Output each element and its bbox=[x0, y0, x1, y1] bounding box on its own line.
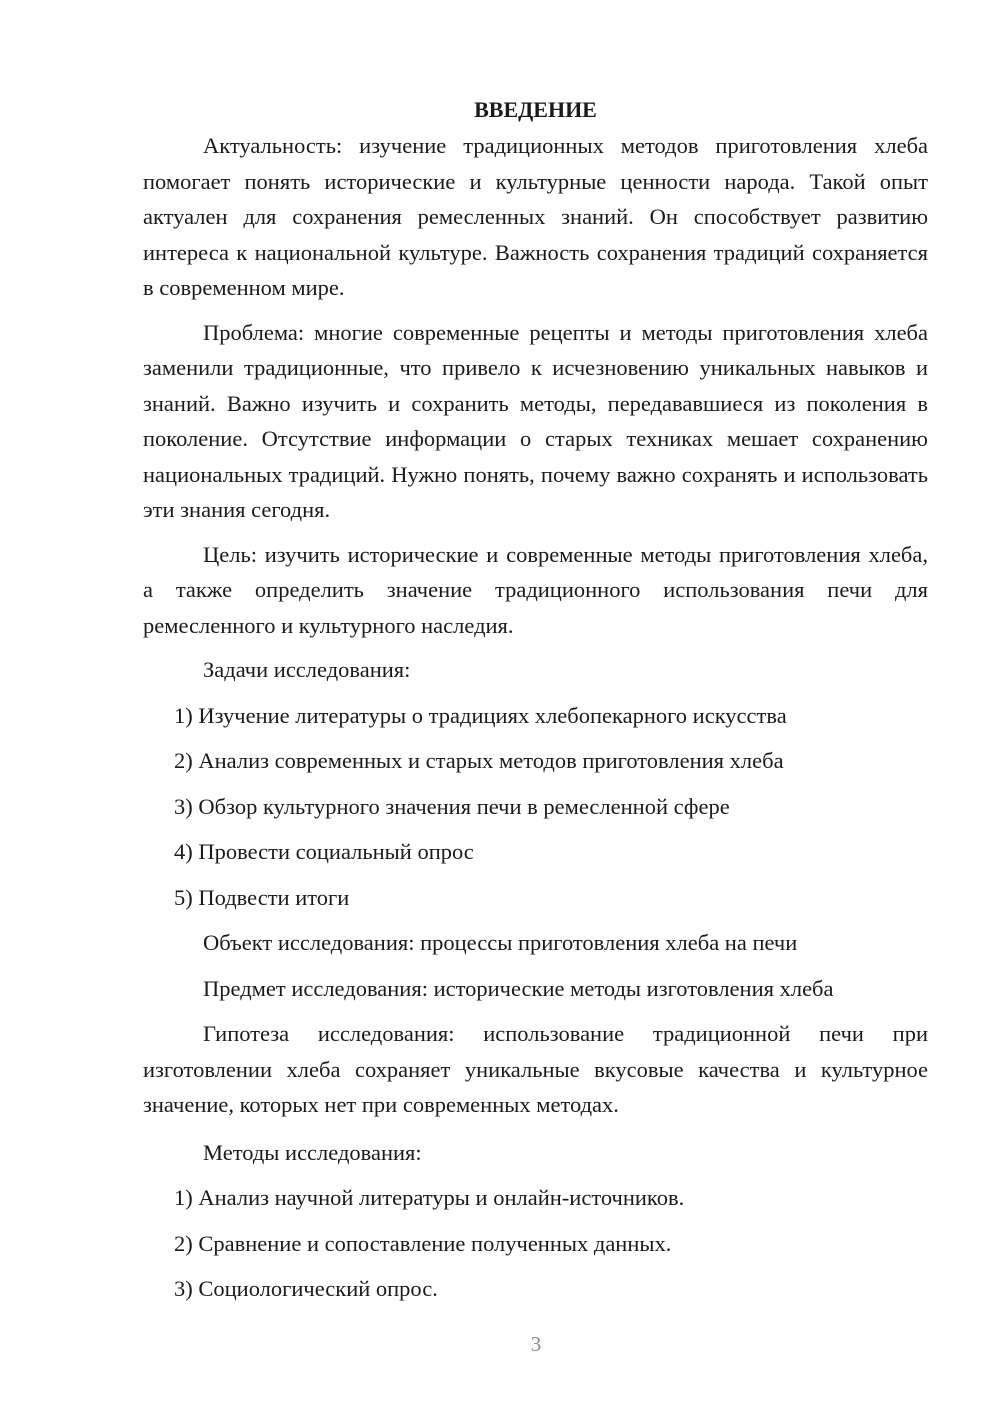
page-content bbox=[143, 92, 928, 1317]
page-number: 3 bbox=[530, 1332, 542, 1356]
hypothesis-paragraph: Гипотеза исследования: использование традиционной печи при изготовлении хлеба сохраняет уникальные вкусовые качества и культурное значение, которых нет при современных методах. bbox=[143, 1021, 928, 1117]
spacer bbox=[143, 528, 928, 537]
actuality-paragraph: Актуальность: изучение традиционных методов приготовления хлеба помогает понять исторические и культурные ценности народа. Такой опыт актуален для сохранения ремесленных знаний. Он способствует развитию интереса к национальной культуре. Важность сохранения традиций сохраняется в современном мире. bbox=[143, 133, 928, 300]
spacer bbox=[143, 643, 928, 652]
method-item: 3) Социологический опрос. bbox=[174, 1276, 438, 1301]
tasks-heading: Задачи исследования: bbox=[203, 657, 411, 682]
task-item: 2) Анализ современных и старых методов приготовления хлеба bbox=[174, 748, 784, 773]
section-title: ВВЕДЕНИЕ bbox=[474, 97, 597, 122]
spacer bbox=[143, 306, 928, 315]
spacer bbox=[143, 1123, 928, 1135]
problem-paragraph: Проблема: многие современные рецепты и методы приготовления хлеба заменили традиционные, что привело к исчезновению уникальных навыков и знаний. Важно изучить и сохранить методы, передававшиеся из поколения в поколение. Отсутствие информации о старых техниках мешает сохранению национальных традиций. Нужно понять, почему важно сохранять и использовать эти знания сегодня. bbox=[143, 319, 928, 522]
subject-line: Предмет исследования: исторические методы изготовления хлеба bbox=[203, 975, 834, 1001]
task-item: 3) Обзор культурного значения печи в ремесленной сфере bbox=[174, 793, 730, 819]
task-item: 5) Подвести итоги bbox=[174, 884, 350, 910]
methods-heading: Методы исследования: bbox=[203, 1139, 422, 1165]
task-item: 1) Изучение литературы о традициях хлебопекарного искусства bbox=[174, 702, 787, 728]
method-item: 2) Сравнение и сопоставление полученных данных. bbox=[174, 1230, 672, 1256]
goal-paragraph: Цель: изучить исторические и современные методы приготовления хлеба, а также определить значение традиционного использования печи для ремесленного и культурного наследия. bbox=[143, 541, 928, 638]
object-line: Объект исследования: процессы приготовления хлеба на печи bbox=[203, 930, 798, 955]
method-item: 1) Анализ научной литературы и онлайн-источников. bbox=[174, 1185, 685, 1210]
task-item: 4) Провести социальный опрос bbox=[174, 839, 474, 864]
